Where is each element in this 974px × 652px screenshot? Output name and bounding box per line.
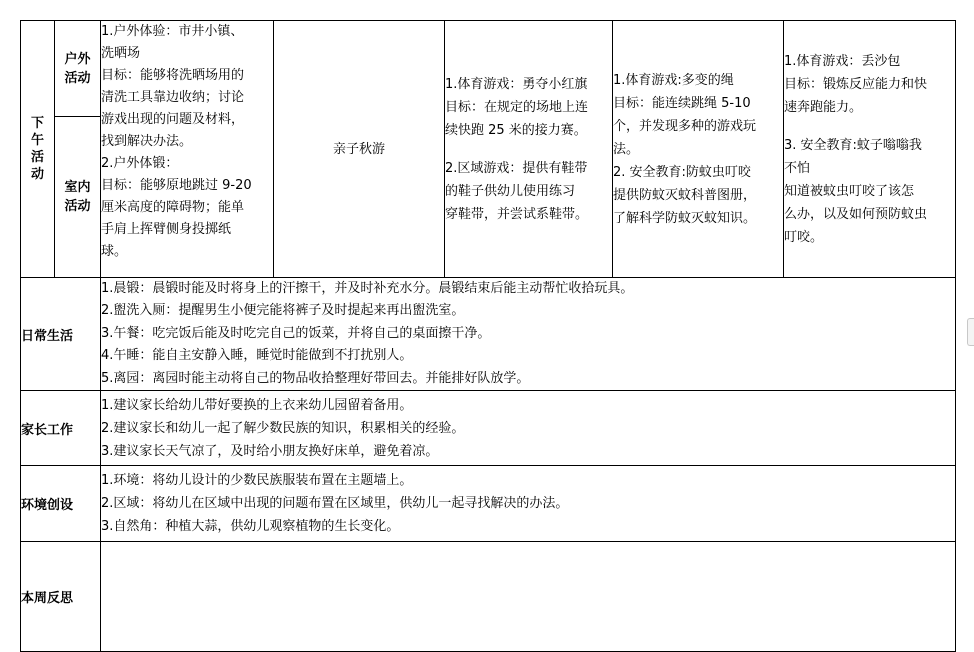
reflection-content[interactable] — [101, 542, 956, 652]
daily-life-row — [21, 278, 956, 391]
tuesday-afternoon-cell — [274, 21, 445, 278]
wednesday-afternoon-cell: 1.体育游戏：勇夺小红旗 目标：在规定的场地上连 续快跑 25 米的接力赛。 2.区域游戏：提供有鞋带 的鞋子供幼儿使用练习 穿鞋带，并尝试系鞋带。 — [445, 21, 613, 278]
parent-work-content — [101, 391, 956, 466]
parent-work-row — [21, 391, 956, 466]
list-item: 2.区域：将幼儿在区域中出现的问题布置在区域里，供幼儿一起寻找解决的办法。 — [101, 496, 569, 512]
environment-content — [101, 466, 956, 542]
weekly-plan-table — [20, 20, 956, 652]
thursday-afternoon-cell: 1.体育游戏:多变的绳 目标：能连续跳绳 5-10 个，并发现多种的游戏玩 法。 2. 安全教育:防蚊虫叮咬 提供防蚊灭蚊科普图册， 了解科学防蚊灭蚊知识。 — [613, 21, 784, 278]
friday-afternoon-cell: 1.体育游戏：丢沙包 目标：锻炼反应能力和快 速奔跑能力。 3. 安全教育:蚊子嗡嗡我 不怕 知道被蚊虫叮咬了该怎 么办，以及如何预防蚊虫 叮咬。 — [784, 21, 956, 278]
list-item: 3.午餐：吃完饭后能及时吃完自己的饭菜，并将自己的桌面擦干净。 — [101, 325, 491, 341]
list-item: 3.建议家长天气凉了，及时给小朋友换好床单，避免着凉。 — [101, 443, 439, 459]
daily-life-content — [101, 278, 956, 391]
reflection-label: 本周反思 — [21, 542, 101, 652]
reflection-row — [21, 542, 956, 652]
indoor-activity-label: 室内活动 — [55, 117, 101, 278]
list-item: 2.盥洗入厕：提醒男生小便完能将裤子及时提起来再出盥洗室。 — [101, 303, 465, 319]
list-item: 1.晨锻：晨锻时能及时将身上的汗擦干，并及时补充水分。晨锻结束后能主动帮忙收拾玩具。 — [101, 281, 634, 296]
environment-row — [21, 466, 956, 542]
tuesday-activity-text: 亲子秋游 — [332, 141, 385, 157]
afternoon-section-label: 下午活动 — [21, 21, 55, 278]
list-item: 3.自然角：种植大蒜，供幼儿观察植物的生长变化。 — [101, 519, 400, 535]
list-item: 5.离园：离园时能主动将自己的物品收拾整理好带回去。并能排好队放学。 — [101, 370, 530, 386]
list-item: 2.建议家长和幼儿一起了解少数民族的知识，积累相关的经验。 — [101, 420, 465, 436]
list-item: 1.建议家长给幼儿带好要换的上衣来幼儿园留着备用。 — [101, 397, 413, 413]
afternoon-outdoor-row — [21, 21, 956, 117]
list-item: 1.环境：将幼儿设计的少数民族服装布置在主题墙上。 — [101, 473, 413, 489]
side-scroll-handle[interactable] — [967, 318, 974, 346]
monday-afternoon-cell: 1.户外体验：市井小镇、 洗晒场 目标：能够将洗晒场用的 清洗工具靠边收纳；讨论 游戏出现的问题及材料， 找到解决办法。 2.户外体锻： 目标：能够原地跳过 9-20 厘米高度的障碍物；能单 手肩上挥臂侧身投掷纸 球。 — [101, 21, 274, 278]
page-margin — [0, 0, 20, 642]
environment-label: 环境创设 — [21, 466, 101, 542]
outdoor-activity-label: 户外活动 — [55, 21, 101, 117]
list-item: 4.午睡：能自主安静入睡，睡觉时能做到不打扰别人。 — [101, 348, 413, 364]
parent-work-label: 家长工作 — [21, 391, 101, 466]
daily-life-label: 日常生活 — [21, 278, 101, 391]
